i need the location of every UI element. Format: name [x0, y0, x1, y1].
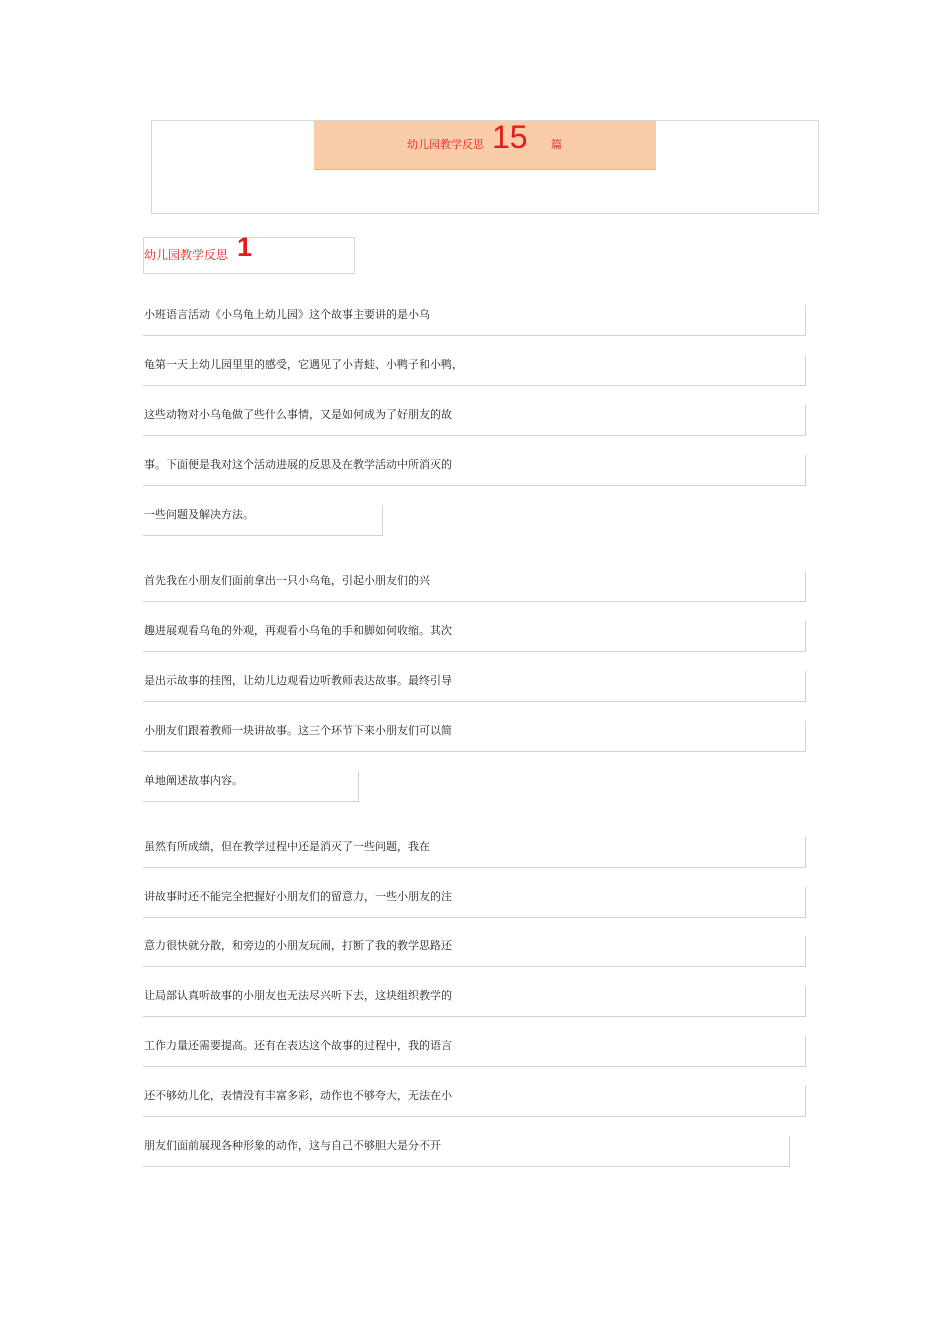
text-line: [143, 671, 806, 702]
text-line: [143, 1086, 806, 1117]
document-title-number: 15: [492, 119, 528, 155]
section-number: 1: [237, 232, 253, 262]
line-text: 小班语言活动《小乌龟上幼儿园》这个故事主要讲的是小乌: [144, 308, 430, 321]
text-line: [143, 505, 383, 536]
section-heading: 幼儿园教学反思: [144, 248, 229, 262]
line-text: 是出示故事的挂图，让幼儿边观看边听教师表达故事。最终引导: [144, 674, 452, 687]
text-line: [143, 986, 806, 1017]
line-text: 让局部认真听故事的小朋友也无法尽兴听下去，这块组织教学的: [144, 989, 452, 1002]
line-text: 虽然有所成绩，但在教学过程中还是消灭了一些问题，我在: [144, 840, 430, 853]
text-line: [143, 837, 806, 868]
line-text: 龟第一天上幼儿园里里的感受，它遇见了小青蛙、小鸭子和小鸭，: [144, 358, 463, 371]
line-text: 讲故事时还不能完全把握好小朋友们的留意力，一些小朋友的注: [144, 890, 452, 903]
text-line: [143, 1136, 790, 1167]
title-banner: [314, 121, 656, 170]
line-text: 首先我在小朋友们面前拿出一只小乌龟，引起小朋友们的兴: [144, 574, 430, 587]
text-line: [143, 405, 806, 436]
text-line: [143, 887, 806, 918]
line-text: 趣进展观看乌龟的外观，再观看小乌龟的手和脚如何收缩。其次: [144, 624, 452, 637]
text-line: [143, 455, 806, 486]
text-line: [143, 355, 806, 386]
line-text: 这些动物对小乌龟做了些什么事情，又是如何成为了好朋友的故: [144, 408, 452, 421]
document-title-suffix: 篇: [551, 138, 562, 151]
line-text: 一些问题及解决方法。: [144, 508, 254, 521]
line-text: 单地阐述故事内容。: [144, 774, 243, 787]
text-line: [143, 305, 806, 336]
text-line: [143, 571, 806, 602]
line-text: 小朋友们跟着教师一块讲故事。这三个环节下来小朋友们可以简: [144, 724, 452, 737]
text-line: [143, 771, 359, 802]
text-line: [143, 721, 806, 752]
line-text: 还不够幼儿化，表情没有丰富多彩，动作也不够夸大，无法在小: [144, 1089, 452, 1102]
line-text: 意力很快就分散，和旁边的小朋友玩闹，打断了我的教学思路还: [144, 939, 452, 952]
line-text: 事。下面便是我对这个活动进展的反思及在教学活动中所消灭的: [144, 458, 452, 471]
text-line: [143, 621, 806, 652]
text-line: [143, 1036, 806, 1067]
line-text: 朋友们面前展现各种形象的动作，这与自己不够胆大是分不开: [144, 1139, 441, 1152]
line-text: 工作力量还需要提高。还有在表达这个故事的过程中，我的语言: [144, 1039, 452, 1052]
text-line: [143, 936, 806, 967]
document-title: 幼儿园教学反思: [407, 138, 484, 151]
